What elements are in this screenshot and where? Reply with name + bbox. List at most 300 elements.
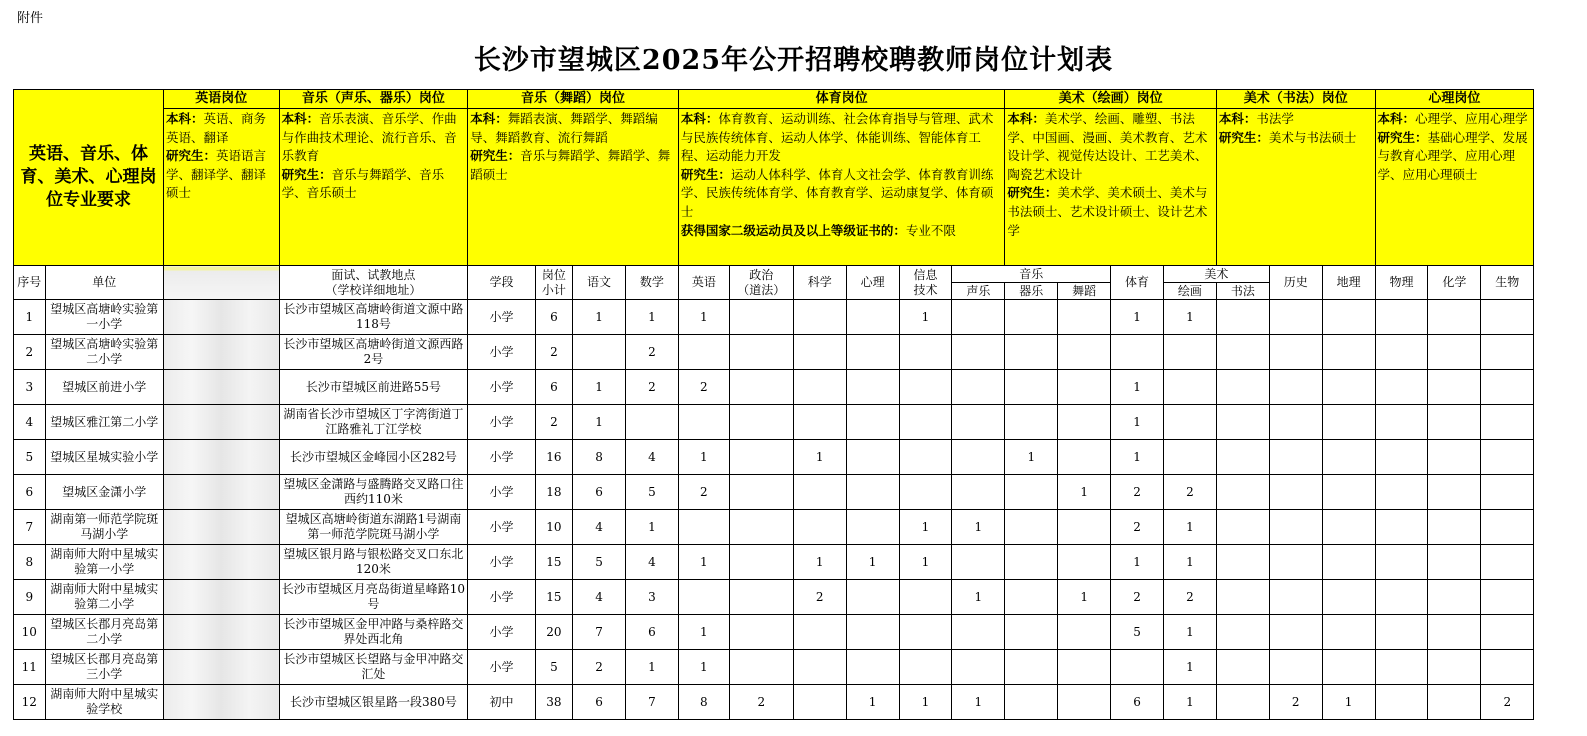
- col-unit: 单位: [45, 266, 163, 300]
- cell-seq: 6: [14, 475, 46, 510]
- cell-physics: [1375, 475, 1428, 510]
- cell-science: [793, 300, 846, 335]
- cell-psych: [846, 405, 899, 440]
- cell-math: 4: [625, 440, 678, 475]
- redacted-cell: [163, 545, 279, 580]
- requirement-line: [282, 110, 466, 166]
- cell-english: 1: [678, 650, 729, 685]
- cell-history: [1269, 580, 1322, 615]
- cell-calligraphy: [1216, 545, 1269, 580]
- col-physics: 物理: [1375, 266, 1428, 300]
- cell-painting: 1: [1163, 685, 1216, 720]
- position-header-english: 英语岗位: [163, 90, 279, 109]
- cell-seq: 4: [14, 405, 46, 440]
- cell-pe: 1: [1111, 300, 1164, 335]
- cell-stage: 小学: [468, 440, 535, 475]
- cell-biology: [1481, 475, 1534, 510]
- cell-chemistry: [1428, 370, 1481, 405]
- cell-total: 16: [535, 440, 572, 475]
- requirement-music-dance: [468, 109, 679, 266]
- cell-calligraphy: [1216, 615, 1269, 650]
- cell-chinese: 2: [573, 650, 626, 685]
- cell-dance: [1058, 685, 1111, 720]
- cell-pe: 2: [1111, 475, 1164, 510]
- cell-geography: [1322, 580, 1375, 615]
- requirement-degree-label: 获得国家二级运动员及以上等级证书的：: [680, 222, 906, 238]
- table-row: [14, 615, 1587, 650]
- cell-chemistry: [1428, 615, 1481, 650]
- col-politics: 政治 （道法）: [729, 266, 793, 300]
- requirement-majors: 体育教育、运动训练、社会体育指导与管理、武术与民族传统体育、运动人体学、体能训练、智能体育工程、运动能力开发: [680, 111, 994, 164]
- table-row: [14, 510, 1587, 545]
- cell-stage: 小学: [468, 335, 535, 370]
- cell-instrument: [1005, 510, 1058, 545]
- requirement-degree-label: 本科：: [281, 111, 320, 126]
- cell-seq: 10: [14, 615, 46, 650]
- requirement-line: [681, 166, 1002, 222]
- cell-politics: [729, 580, 793, 615]
- requirements-row: [14, 109, 1587, 266]
- redacted-cell: [163, 370, 279, 405]
- cell-dance: [1058, 650, 1111, 685]
- redacted-cell: [163, 405, 279, 440]
- cell-geography: [1322, 335, 1375, 370]
- cell-politics: 2: [729, 685, 793, 720]
- cell-science: [793, 405, 846, 440]
- cell-politics: [729, 300, 793, 335]
- cell-instrument: [1005, 545, 1058, 580]
- cell-painting: 1: [1163, 545, 1216, 580]
- table-row: [14, 475, 1587, 510]
- cell-instrument: [1005, 650, 1058, 685]
- cell-it: [899, 405, 952, 440]
- requirement-psychology: [1375, 109, 1534, 266]
- cell-vocal: [952, 335, 1005, 370]
- cell-psych: 1: [846, 685, 899, 720]
- table-row: [14, 650, 1587, 685]
- requirement-degree-label: 研究生：: [281, 166, 332, 182]
- cell-dance: [1058, 405, 1111, 440]
- cell-biology: [1481, 440, 1534, 475]
- table-row: [14, 685, 1587, 720]
- cell-total: 18: [535, 475, 572, 510]
- cell-unit: 望城区前进小学: [45, 370, 163, 405]
- cell-math: 3: [625, 580, 678, 615]
- cell-physics: [1375, 440, 1428, 475]
- cell-chinese: 6: [573, 475, 626, 510]
- cell-instrument: [1005, 685, 1058, 720]
- col-seq: 序号: [14, 266, 46, 300]
- cell-history: [1269, 300, 1322, 335]
- cell-painting: 2: [1163, 580, 1216, 615]
- cell-math: [625, 405, 678, 440]
- cell-dance: [1058, 545, 1111, 580]
- requirement-line: [282, 166, 466, 203]
- col-dance: 舞蹈: [1058, 283, 1111, 300]
- cell-politics: [729, 440, 793, 475]
- cell-history: [1269, 615, 1322, 650]
- redacted-cell: [163, 650, 279, 685]
- cell-painting: 1: [1163, 300, 1216, 335]
- redacted-cell: [163, 300, 279, 335]
- cell-seq: 7: [14, 510, 46, 545]
- cell-unit: 望城区金潇小学: [45, 475, 163, 510]
- cell-english: 2: [678, 475, 729, 510]
- cell-psych: [846, 650, 899, 685]
- cell-biology: [1481, 545, 1534, 580]
- requirement-line: [166, 110, 277, 147]
- requirement-majors: 音乐表演、音乐学、作曲与作曲技术理论、流行音乐、音乐教育: [281, 111, 457, 164]
- cell-instrument: [1005, 370, 1058, 405]
- cell-vocal: 1: [952, 685, 1005, 720]
- cell-calligraphy: [1216, 300, 1269, 335]
- cell-unit: 湖南第一师范学院斑马湖小学: [45, 510, 163, 545]
- requirement-art-calligraphy: [1216, 109, 1375, 266]
- cell-painting: 1: [1163, 615, 1216, 650]
- cell-chemistry: [1428, 405, 1481, 440]
- col-geography: 地理: [1322, 266, 1375, 300]
- cell-address: 长沙市望城区前进路55号: [279, 370, 468, 405]
- cell-psych: [846, 335, 899, 370]
- cell-it: 1: [899, 300, 952, 335]
- cell-unit: 望城区高塘岭实验第一小学: [45, 300, 163, 335]
- cell-chinese: 8: [573, 440, 626, 475]
- cell-total: 15: [535, 580, 572, 615]
- cell-seq: 2: [14, 335, 46, 370]
- cell-english: 1: [678, 440, 729, 475]
- cell-stage: 小学: [468, 650, 535, 685]
- requirement-majors: 英语语言学、翻译学、翻译硕士: [165, 148, 266, 201]
- cell-vocal: 1: [952, 510, 1005, 545]
- cell-pe: 1: [1111, 545, 1164, 580]
- cell-biology: [1481, 510, 1534, 545]
- cell-english: 1: [678, 300, 729, 335]
- cell-math: 1: [625, 650, 678, 685]
- col-history: 历史: [1269, 266, 1322, 300]
- cell-geography: [1322, 440, 1375, 475]
- redacted-cell: [163, 510, 279, 545]
- cell-history: [1269, 405, 1322, 440]
- cell-unit: 湖南师大附中星城实验第二小学: [45, 580, 163, 615]
- redacted-cell: [163, 615, 279, 650]
- requirement-english: [163, 109, 279, 266]
- requirement-line: [1007, 184, 1214, 240]
- cell-english: [678, 510, 729, 545]
- cell-painting: [1163, 335, 1216, 370]
- cell-dance: [1058, 510, 1111, 545]
- cell-math: 5: [625, 475, 678, 510]
- cell-calligraphy: [1216, 335, 1269, 370]
- cell-geography: [1322, 545, 1375, 580]
- cell-biology: [1481, 370, 1534, 405]
- cell-chinese: 1: [573, 405, 626, 440]
- cell-geography: [1322, 510, 1375, 545]
- cell-chinese: 1: [573, 300, 626, 335]
- col-instrument: 器乐: [1005, 283, 1058, 300]
- cell-unit: 望城区高塘岭实验第二小学: [45, 335, 163, 370]
- cell-dance: [1058, 335, 1111, 370]
- cell-painting: 1: [1163, 650, 1216, 685]
- cell-total: 6: [535, 370, 572, 405]
- cell-science: [793, 510, 846, 545]
- cell-geography: [1322, 405, 1375, 440]
- cell-address: 湖南省长沙市望城区丁字湾街道丁江路雅礼丁江学校: [279, 405, 468, 440]
- cell-math: 1: [625, 300, 678, 335]
- requirement-line: [681, 110, 1002, 166]
- requirement-degree-label: 研究生：: [165, 148, 216, 164]
- cell-address: 长沙市望城区银星路一段380号: [279, 685, 468, 720]
- position-header-psychology: 心理岗位: [1375, 90, 1534, 109]
- requirement-degree-label: 本科：: [1007, 111, 1045, 126]
- cell-it: [899, 580, 952, 615]
- cell-painting: 1: [1163, 510, 1216, 545]
- col-math: 数学: [625, 266, 678, 300]
- cell-stage: 小学: [468, 615, 535, 650]
- requirement-line: [1007, 110, 1214, 184]
- cell-biology: [1481, 615, 1534, 650]
- cell-english: 8: [678, 685, 729, 720]
- page-title: 长沙市望城区2025年公开招聘校聘教师岗位计划表: [473, 45, 1114, 76]
- cell-total: 15: [535, 545, 572, 580]
- cell-stage: 小学: [468, 370, 535, 405]
- requirement-art-painting: [1005, 109, 1217, 266]
- cell-chinese: 6: [573, 685, 626, 720]
- cell-psych: [846, 475, 899, 510]
- requirement-degree-label: 研究生：: [1007, 185, 1058, 201]
- cell-pe: 2: [1111, 510, 1164, 545]
- cell-instrument: [1005, 580, 1058, 615]
- cell-vocal: [952, 440, 1005, 475]
- cell-total: 2: [535, 335, 572, 370]
- cell-instrument: [1005, 615, 1058, 650]
- cell-chemistry: [1428, 335, 1481, 370]
- cell-unit: 望城区雅江第二小学: [45, 405, 163, 440]
- cell-politics: [729, 545, 793, 580]
- col-stage: 学段: [468, 266, 535, 300]
- table-row: [14, 440, 1587, 475]
- col-chemistry: 化学: [1428, 266, 1481, 300]
- cell-chemistry: [1428, 545, 1481, 580]
- redacted-cell: [163, 335, 279, 370]
- cell-chinese: 5: [573, 545, 626, 580]
- cell-instrument: 1: [1005, 440, 1058, 475]
- col-english: 英语: [678, 266, 729, 300]
- cell-science: [793, 370, 846, 405]
- cell-science: 2: [793, 580, 846, 615]
- cell-vocal: 1: [952, 580, 1005, 615]
- requirement-line: [470, 110, 676, 147]
- cell-science: 1: [793, 440, 846, 475]
- col-psych: 心理: [846, 266, 899, 300]
- cell-biology: [1481, 580, 1534, 615]
- cell-math: 1: [625, 510, 678, 545]
- cell-instrument: [1005, 405, 1058, 440]
- cell-vocal: [952, 405, 1005, 440]
- cell-psych: 1: [846, 545, 899, 580]
- cell-total: 6: [535, 300, 572, 335]
- cell-pe: 1: [1111, 370, 1164, 405]
- requirement-line: [470, 147, 676, 184]
- redacted-cell: [163, 685, 279, 720]
- col-painting: 绘画: [1163, 283, 1216, 300]
- cell-dance: 1: [1058, 475, 1111, 510]
- cell-seq: 5: [14, 440, 46, 475]
- cell-unit: 望城区星城实验小学: [45, 440, 163, 475]
- cell-seq: 11: [14, 650, 46, 685]
- table-row: [14, 405, 1587, 440]
- redacted-cell: [163, 580, 279, 615]
- cell-total: 38: [535, 685, 572, 720]
- requirement-majors: 美术学、美术硕士、美术与书法硕士、艺术设计硕士、设计艺术学: [1007, 185, 1208, 238]
- requirement-line: [1219, 129, 1373, 148]
- cell-geography: [1322, 615, 1375, 650]
- cell-calligraphy: [1216, 475, 1269, 510]
- cell-total: 5: [535, 650, 572, 685]
- requirement-degree-label: 本科：: [470, 111, 508, 126]
- cell-chinese: 4: [573, 580, 626, 615]
- cell-dance: [1058, 440, 1111, 475]
- requirement-degree-label: 本科：: [680, 111, 719, 126]
- cell-physics: [1375, 405, 1428, 440]
- cell-politics: [729, 370, 793, 405]
- cell-it: [899, 475, 952, 510]
- position-header-art-painting: 美术（绘画）岗位: [1005, 90, 1217, 109]
- cell-politics: [729, 615, 793, 650]
- cell-chemistry: [1428, 300, 1481, 335]
- requirement-degree-label: 研究生：: [1377, 129, 1428, 145]
- cell-calligraphy: [1216, 580, 1269, 615]
- cell-stage: 小学: [468, 475, 535, 510]
- cell-dance: [1058, 300, 1111, 335]
- cell-physics: [1375, 545, 1428, 580]
- cell-dance: 1: [1058, 580, 1111, 615]
- cell-geography: [1322, 370, 1375, 405]
- cell-seq: 1: [14, 300, 46, 335]
- cell-science: [793, 475, 846, 510]
- cell-politics: [729, 475, 793, 510]
- cell-it: [899, 370, 952, 405]
- cell-seq: 3: [14, 370, 46, 405]
- cell-dance: [1058, 370, 1111, 405]
- cell-math: 2: [625, 370, 678, 405]
- cell-pe: 1: [1111, 440, 1164, 475]
- table-row: [14, 545, 1587, 580]
- cell-calligraphy: [1216, 510, 1269, 545]
- cell-physics: [1375, 335, 1428, 370]
- cell-it: 1: [899, 545, 952, 580]
- cell-it: [899, 335, 952, 370]
- cell-geography: [1322, 300, 1375, 335]
- col-calligraphy: 书法: [1216, 283, 1269, 300]
- cell-science: [793, 650, 846, 685]
- cell-stage: 小学: [468, 300, 535, 335]
- cell-pe: 5: [1111, 615, 1164, 650]
- cell-psych: [846, 615, 899, 650]
- cell-math: 7: [625, 685, 678, 720]
- cell-painting: 2: [1163, 475, 1216, 510]
- requirement-majors: 音乐与舞蹈学、音乐学、音乐硕士: [281, 166, 445, 201]
- cell-stage: 小学: [468, 510, 535, 545]
- cell-biology: [1481, 335, 1534, 370]
- cell-it: [899, 615, 952, 650]
- cell-seq: 12: [14, 685, 46, 720]
- position-header-music-vocal: 音乐（声乐、器乐）岗位: [279, 90, 468, 109]
- col-it: 信息 技术: [899, 266, 952, 300]
- requirement-majors: 运动人体科学、体育人文社会学、体育教育训练学、民族传统体育学、体育教育学、运动康复学、体育硕士: [680, 166, 994, 219]
- cell-painting: [1163, 405, 1216, 440]
- requirement-degree-label: 本科：: [1218, 111, 1257, 126]
- cell-address: 长沙市望城区高塘岭街道文源中路118号: [279, 300, 468, 335]
- cell-pe: [1111, 335, 1164, 370]
- cell-history: [1269, 370, 1322, 405]
- cell-english: [678, 580, 729, 615]
- requirement-pe: [678, 109, 1004, 266]
- cell-politics: [729, 405, 793, 440]
- cell-math: 4: [625, 545, 678, 580]
- requirement-majors: 专业不限: [905, 222, 956, 238]
- cell-instrument: [1005, 335, 1058, 370]
- cell-geography: [1322, 650, 1375, 685]
- cell-psych: [846, 300, 899, 335]
- cell-chemistry: [1428, 440, 1481, 475]
- cell-vocal: [952, 615, 1005, 650]
- position-header-pe: 体育岗位: [678, 90, 1004, 109]
- cell-it: [899, 440, 952, 475]
- col-address: 面试、试教地点 （学校详细地址）: [279, 266, 468, 300]
- cell-english: 2: [678, 370, 729, 405]
- cell-geography: [1322, 475, 1375, 510]
- cell-dance: [1058, 615, 1111, 650]
- cell-calligraphy: [1216, 370, 1269, 405]
- cell-science: [793, 335, 846, 370]
- cell-physics: [1375, 370, 1428, 405]
- requirement-majors: 英语、商务英语、翻译: [165, 111, 266, 145]
- cell-history: [1269, 475, 1322, 510]
- requirement-majors: 心理学、应用心理学: [1415, 111, 1528, 126]
- cell-vocal: [952, 545, 1005, 580]
- cell-biology: [1481, 300, 1534, 335]
- cell-physics: [1375, 580, 1428, 615]
- cell-total: 2: [535, 405, 572, 440]
- cell-physics: [1375, 685, 1428, 720]
- col-pe: 体育: [1111, 266, 1164, 300]
- requirement-line: [1219, 110, 1373, 129]
- cell-vocal: [952, 300, 1005, 335]
- table-row: [14, 335, 1587, 370]
- cell-calligraphy: [1216, 685, 1269, 720]
- requirement-music-vocal: [279, 109, 468, 266]
- cell-history: 2: [1269, 685, 1322, 720]
- cell-stage: 小学: [468, 545, 535, 580]
- cell-total: 10: [535, 510, 572, 545]
- requirement-line: [166, 147, 277, 203]
- cell-psych: [846, 580, 899, 615]
- requirement-degree-label: 本科：: [165, 111, 204, 126]
- cell-physics: [1375, 650, 1428, 685]
- cell-physics: [1375, 510, 1428, 545]
- cell-history: [1269, 510, 1322, 545]
- cell-english: 1: [678, 615, 729, 650]
- cell-address: 长沙市望城区长望路与金甲冲路交汇处: [279, 650, 468, 685]
- cell-psych: [846, 440, 899, 475]
- cell-chemistry: [1428, 685, 1481, 720]
- col-vocal: 声乐: [952, 283, 1005, 300]
- cell-painting: [1163, 370, 1216, 405]
- cell-seq: 9: [14, 580, 46, 615]
- cell-history: [1269, 650, 1322, 685]
- cell-stage: 初中: [468, 685, 535, 720]
- cell-psych: [846, 370, 899, 405]
